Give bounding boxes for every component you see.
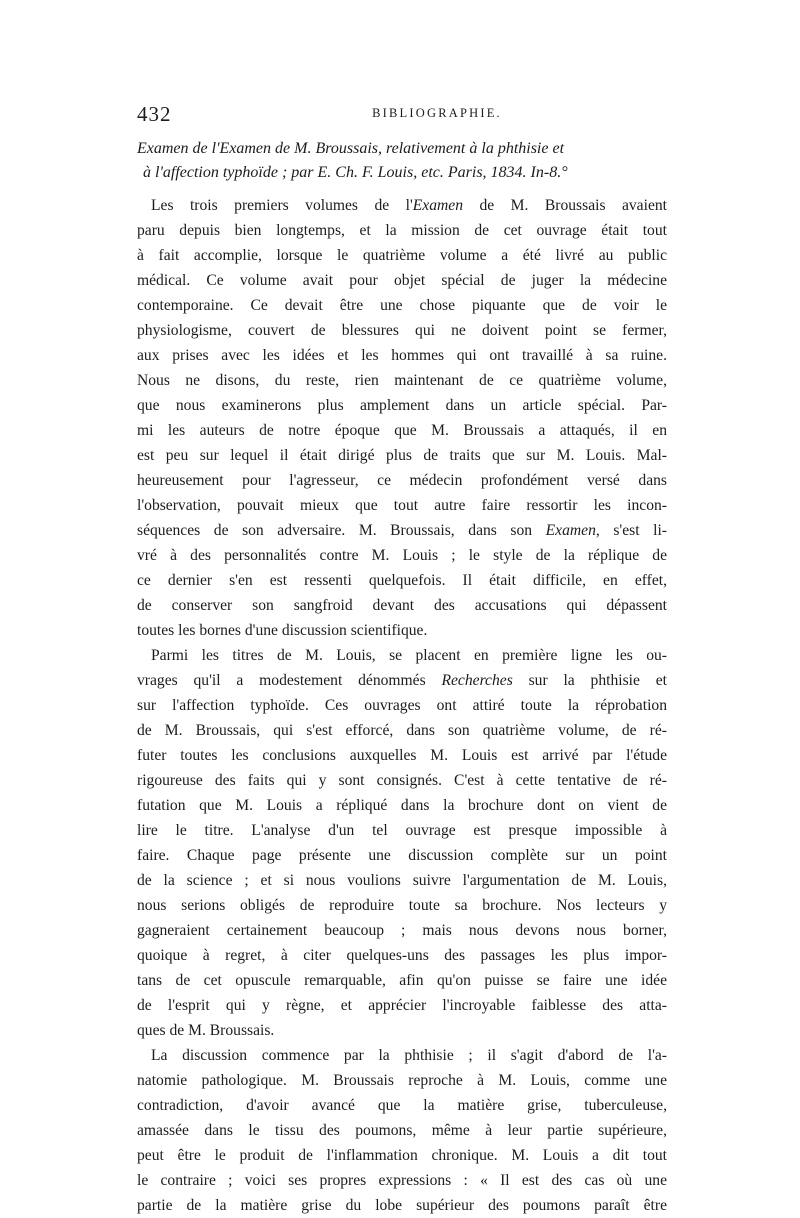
text-segment: de la science ; et si nous voulions suivre l'argumentation de M. Louis, [137, 872, 667, 889]
text-line [137, 668, 667, 693]
text-segment: partie de la matière grise du lobe supérieur des poumons paraît être [137, 1197, 667, 1214]
text-segment: paru depuis bien longtemps, et la mission de cet ouvrage était tout [137, 222, 667, 239]
text-line [137, 768, 667, 793]
text-segment: Parmi les titres de M. Louis, se placent en première ligne les ou- [151, 647, 667, 664]
text-line [137, 893, 667, 918]
text-segment: Les trois premiers volumes de l' [151, 197, 413, 214]
text-line [137, 943, 667, 968]
text-line [137, 518, 667, 543]
text-line [137, 718, 667, 743]
italic-title-text: Recherches [441, 672, 513, 689]
text-segment: Nous ne disons, du reste, rien maintenant de ce quatrième volume, [137, 372, 667, 389]
page-number: 432 [137, 102, 172, 126]
text-segment: sur l'affection typhoïde. Ces ouvrages ont attiré toute la réprobation [137, 697, 667, 714]
text-line [137, 1043, 667, 1068]
running-head: BIBLIOGRAPHIE. [372, 106, 502, 120]
text-segment: que nous examinerons plus amplement dans un article spécial. Par- [137, 397, 667, 414]
text-segment: contemporaine. Ce devait être une chose piquante que de voir le [137, 297, 667, 314]
text-line [137, 568, 667, 593]
text-line [137, 1068, 667, 1093]
text-segment: le contraire ; voici ses propres expressions : « Il est des cas où une [137, 1172, 667, 1189]
text-line [137, 293, 667, 318]
text-segment: l'observation, pouvait mieux que tout autre faire ressortir les incon- [137, 497, 667, 514]
text-segment: natomie pathologique. M. Broussais reproche à M. Louis, comme une [137, 1072, 667, 1089]
text-segment: vré à des personnalités contre M. Louis ; le style de la réplique de [137, 547, 667, 564]
text-line [137, 818, 667, 843]
text-line [137, 468, 667, 493]
title-line: Examen de l'Examen de M. Broussais, relativement à la phthisie et [137, 140, 565, 157]
text-line [137, 1143, 667, 1168]
text-segment: , s'est li- [595, 522, 667, 539]
text-line [137, 918, 667, 943]
article-title [137, 137, 667, 185]
text-segment: heureusement pour l'agresseur, ce médecin profondément versé dans [137, 472, 667, 489]
text-segment: rigoureuse des faits qui y sont consignés. C'est à cette tentative de ré- [137, 772, 667, 789]
text-line [137, 843, 667, 868]
text-segment: médical. Ce volume avait pour objet spécial de juger la médecine [137, 272, 667, 289]
text-segment: nous serions obligés de reproduire toute sa brochure. Nos lecteurs y [137, 897, 667, 914]
text-line [137, 618, 667, 643]
text-segment: séquences de son adversaire. M. Broussais, dans son [137, 522, 546, 539]
text-segment: quoique à regret, à citer quelques-uns des passages les plus impor- [137, 947, 667, 964]
text-segment: faire. Chaque page présente une discussion complète sur un point [137, 847, 667, 864]
page-header [137, 102, 667, 132]
text-segment: ques de M. Broussais. [137, 1022, 275, 1039]
text-segment: physiologisme, couvert de blessures qui ne doivent point se fermer, [137, 322, 667, 339]
text-line [137, 318, 667, 343]
text-segment: de M. Broussais avaient [463, 197, 667, 214]
text-line [137, 1093, 667, 1118]
italic-title-text: Examen [545, 522, 596, 539]
text-segment: à fait accomplie, lorsque le quatrième volume a été livré au public [137, 247, 667, 264]
italic-title-text: Examen [412, 197, 464, 214]
text-line [137, 593, 667, 618]
text-segment: futation que M. Louis a répliqué dans la brochure dont on vient de [137, 797, 667, 814]
text-line [137, 868, 667, 893]
text-segment: vrages qu'il a modestement dénommés [137, 672, 442, 689]
text-segment: mi les auteurs de notre époque que M. Broussais a attaqués, il en [137, 422, 667, 439]
text-line [137, 1193, 667, 1218]
text-segment: de M. Broussais, qui s'est efforcé, dans son quatrième volume, de ré- [137, 722, 667, 739]
text-segment: La discussion commence par la phthisie ; il s'agit d'abord de l'a- [151, 1047, 667, 1064]
text-line [137, 1018, 667, 1043]
text-segment: sur la phthisie et [512, 672, 667, 689]
text-line [137, 193, 667, 218]
text-segment: est peu sur lequel il était dirigé plus de traits que sur M. Louis. Mal- [137, 447, 667, 464]
text-segment: tans de cet opuscule remarquable, afin qu'on puisse se faire une idée [137, 972, 667, 989]
text-line [137, 693, 667, 718]
text-segment: peut être le produit de l'inflammation chronique. M. Louis a dit tout [137, 1147, 667, 1164]
text-line [137, 393, 667, 418]
title-line: à l'affection typhoïde ; par E. Ch. F. Louis, etc. Paris, 1834. In-8.° [143, 164, 568, 181]
text-line [137, 543, 667, 568]
text-segment: contradiction, d'avoir avancé que la matière grise, tuberculeuse, [137, 1097, 667, 1114]
text-line [137, 243, 667, 268]
text-segment: aux prises avec les idées et les hommes qui ont travaillé à sa ruine. [137, 347, 667, 364]
text-line [137, 743, 667, 768]
text-line [137, 418, 667, 443]
text-line [137, 493, 667, 518]
text-segment: toutes les bornes d'une discussion scientifique. [137, 622, 428, 639]
text-line [137, 1168, 667, 1193]
text-line [137, 218, 667, 243]
text-line [137, 643, 667, 668]
text-segment: de l'esprit qui y règne, et apprécier l'incroyable faiblesse des atta- [137, 997, 667, 1014]
text-line [137, 793, 667, 818]
text-segment: futer toutes les conclusions auxquelles M. Louis est arrivé par l'étude [137, 747, 667, 764]
text-segment: de conserver son sangfroid devant des accusations qui dépassent [137, 597, 667, 614]
text-line [137, 1118, 667, 1143]
text-segment: amassée dans le tissu des poumons, même à leur partie supérieure, [137, 1122, 667, 1139]
article-body [137, 193, 667, 1218]
text-line [137, 268, 667, 293]
text-line [137, 443, 667, 468]
text-line [137, 993, 667, 1018]
text-segment: gagneraient certainement beaucoup ; mais nous devons nous borner, [137, 922, 667, 939]
text-line [137, 368, 667, 393]
text-line [137, 343, 667, 368]
text-line [137, 968, 667, 993]
text-segment: lire le titre. L'analyse d'un tel ouvrage est presque impossible à [137, 822, 667, 839]
text-segment: ce dernier s'en est ressenti quelquefois. Il était difficile, en effet, [137, 572, 667, 589]
